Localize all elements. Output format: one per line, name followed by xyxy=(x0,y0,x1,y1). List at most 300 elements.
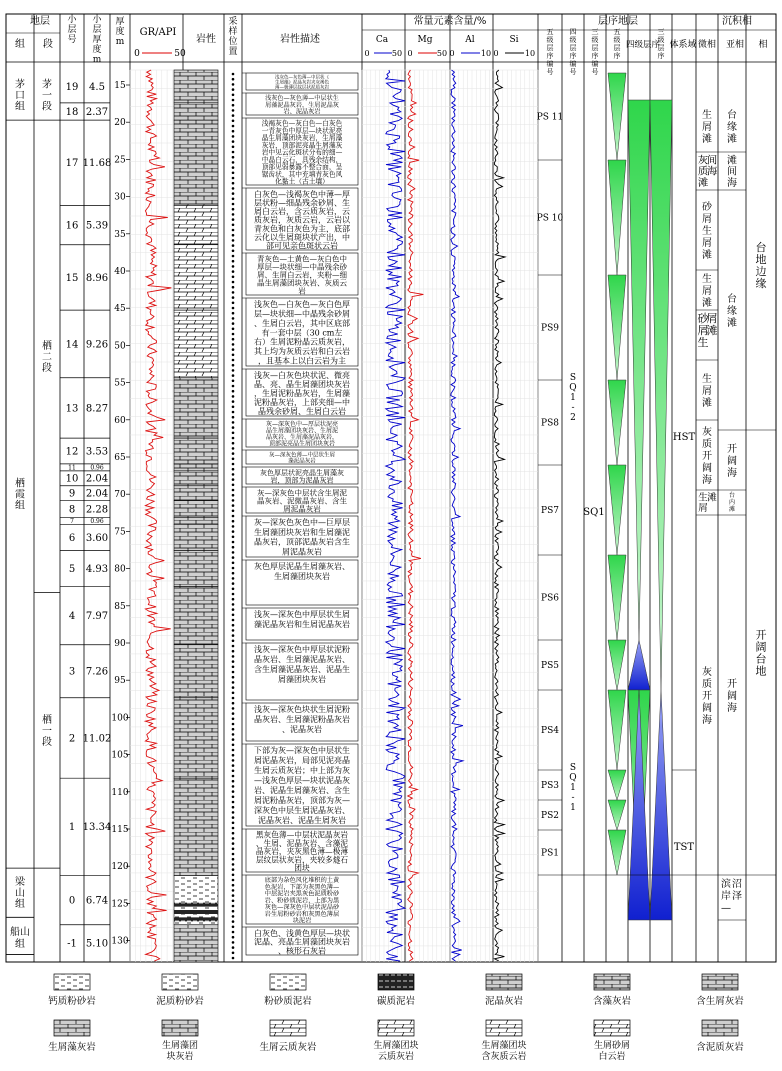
legend-label: 块灰岩 xyxy=(166,1052,194,1062)
svg-text:白灰色、浅黄色厚层—块状: 白灰色、浅黄色厚层—块状 xyxy=(254,929,350,938)
svg-text:层状粉—细晶残余砂屑、生: 层状粉—细晶残余砂屑、生 xyxy=(254,198,350,208)
hdr-seq: 层序地层 xyxy=(598,16,638,27)
scale-max: 50 xyxy=(436,49,448,58)
layer-number: 3 xyxy=(68,666,76,678)
svg-text:屑泥晶灰岩，局部见泥亮晶: 屑泥晶灰岩，局部见泥亮晶 xyxy=(254,756,350,765)
lithology-bed xyxy=(174,876,218,925)
layer-thickness: 5.39 xyxy=(85,220,109,232)
sample-dot xyxy=(232,182,235,185)
svg-text:海: 海 xyxy=(702,715,712,726)
sample-dot xyxy=(232,411,235,414)
sample-dot xyxy=(232,260,235,263)
sample-dot xyxy=(232,952,235,955)
svg-text:晶灰岩、泥微晶灰岩、含生: 晶灰岩、泥微晶灰岩、含生 xyxy=(257,496,347,506)
sample-dot xyxy=(232,218,235,221)
layer-number: 18 xyxy=(65,106,79,118)
lithology-bed xyxy=(174,645,218,698)
hdr-micro: 微相 xyxy=(697,40,717,50)
svg-text:生: 生 xyxy=(698,492,708,504)
svg-text:浅灰—深灰色中厚层状生屑: 浅灰—深灰色中厚层状生屑 xyxy=(254,610,350,619)
sample-dot xyxy=(232,759,235,762)
svg-text:沼: 沼 xyxy=(732,879,742,890)
sample-dot xyxy=(232,900,235,903)
fourth-seq-triangle xyxy=(628,100,650,640)
layer-thickness: 2.04 xyxy=(85,473,109,485)
svg-text:海: 海 xyxy=(727,178,737,189)
layer-thickness: 4.93 xyxy=(85,563,109,575)
svg-text:滩: 滩 xyxy=(706,324,718,337)
hdr-gr-max: 50 xyxy=(174,49,186,59)
sample-dot xyxy=(232,88,235,91)
svg-text:质灰岩，灰质云岩，云岩以: 质灰岩，灰质云岩，云岩以 xyxy=(254,215,350,225)
sample-dot xyxy=(232,525,235,528)
svg-text:级: 级 xyxy=(657,36,665,44)
legend-label: 泥晶灰岩 xyxy=(484,996,524,1007)
fifth-seq-triangle xyxy=(608,275,626,380)
svg-text:屑: 屑 xyxy=(702,386,712,397)
lithology-column xyxy=(174,70,234,962)
sample-dot xyxy=(232,567,235,570)
sample-dot xyxy=(232,73,235,76)
svg-text:化黏土（古土壤）: 化黏土（古土壤） xyxy=(275,177,329,186)
legend-swatch xyxy=(162,974,198,990)
svg-text:质: 质 xyxy=(702,439,712,450)
layer-number: 9 xyxy=(68,488,76,500)
sample-dot xyxy=(232,463,235,466)
sample-dot xyxy=(232,291,235,294)
svg-text:中层泥岩夹黑灰色泥质粉砂: 中层泥岩夹黑灰色泥质粉砂 xyxy=(264,890,340,898)
sample-dot xyxy=(232,114,235,117)
depth-label: 105 xyxy=(111,750,129,761)
sample-dot xyxy=(232,629,235,632)
scale-max: 10 xyxy=(524,49,536,58)
svg-text:级: 级 xyxy=(613,36,621,44)
svg-text:其上均为灰质云岩和白云岩: 其上均为灰质云岩和白云岩 xyxy=(254,347,350,357)
section-label xyxy=(42,713,52,748)
layer-number: 7 xyxy=(70,517,74,525)
depth-label: 110 xyxy=(111,787,129,798)
sample-dot xyxy=(232,229,235,232)
svg-text:层纹层状灰岩，夹较多燧石: 层纹层状灰岩，夹较多燧石 xyxy=(255,855,349,865)
layer-number: 8 xyxy=(68,504,76,516)
svg-text:台: 台 xyxy=(755,241,767,254)
layer-number: -1 xyxy=(67,938,77,950)
svg-text:海: 海 xyxy=(702,475,712,486)
sample-dot xyxy=(232,577,235,580)
sample-dot xyxy=(232,645,235,648)
sample-dot xyxy=(232,432,235,435)
description-text xyxy=(265,876,340,924)
header-vertical-labels xyxy=(67,13,664,76)
hdr-gr: GR/API xyxy=(139,27,177,38)
sample-dot xyxy=(232,78,235,81)
sample-dot xyxy=(232,395,235,398)
svg-text:台: 台 xyxy=(755,652,767,666)
svg-text:开: 开 xyxy=(727,444,737,455)
svg-text:序: 序 xyxy=(546,52,554,60)
fifth-seq-label: PS1 xyxy=(541,848,559,859)
layer-thickness: 9.26 xyxy=(85,339,109,351)
svg-text:开: 开 xyxy=(755,628,767,642)
legend-swatch xyxy=(270,1020,306,1036)
layer-number: 11 xyxy=(68,464,76,472)
sample-dot xyxy=(232,333,235,336)
description-text xyxy=(254,299,350,367)
svg-text:滩: 滩 xyxy=(702,250,712,261)
svg-text:屑藻团块灰岩: 屑藻团块灰岩 xyxy=(278,675,326,684)
layer-number: 15 xyxy=(65,272,79,284)
svg-text:灰: 灰 xyxy=(702,667,712,678)
third-seq-triangle xyxy=(650,690,672,920)
layer-number: 12 xyxy=(65,446,79,458)
svg-text:、核形石灰岩: 、核形石灰岩 xyxy=(278,946,326,956)
facies-label xyxy=(756,629,767,678)
sample-dot xyxy=(232,338,235,341)
sample-dot xyxy=(232,109,235,112)
svg-text:山: 山 xyxy=(15,888,25,900)
svg-text:1: 1 xyxy=(570,803,576,813)
sample-dot xyxy=(232,744,235,747)
legend-label: 生屑藻灰岩 xyxy=(48,1042,96,1053)
svg-text:开: 开 xyxy=(702,451,712,462)
sample-dot xyxy=(232,614,235,617)
svg-text:段: 段 xyxy=(42,101,52,113)
depth-label: 125 xyxy=(111,899,129,910)
layer-thickness: 5.10 xyxy=(85,938,109,950)
layer-thickness: 0.96 xyxy=(90,517,104,525)
sample-dot xyxy=(232,816,235,819)
sample-dot xyxy=(232,551,235,554)
layer-thickness: 11.02 xyxy=(82,733,112,745)
svg-text:层: 层 xyxy=(67,25,77,35)
sample-dot xyxy=(232,192,235,195)
hdr-stratum: 地层 xyxy=(30,16,50,27)
fifth-seq-label: PS 11 xyxy=(536,112,564,123)
sample-dot xyxy=(232,281,235,284)
sample-dot xyxy=(232,390,235,393)
sample-dot xyxy=(232,302,235,305)
legend-label: 泥质粉砂岩 xyxy=(156,996,204,1007)
legend-label: 含生屑灰岩 xyxy=(696,996,744,1007)
sample-dot xyxy=(232,400,235,403)
sample-dot xyxy=(232,910,235,913)
svg-text:组: 组 xyxy=(15,899,25,911)
fifth-seq-label: PS5 xyxy=(541,661,559,671)
svg-text:，且基本上以白云岩为主: ，且基本上以白云岩为主 xyxy=(258,356,346,366)
sub-facies-label xyxy=(729,491,735,513)
sample-dot xyxy=(232,556,235,559)
layer-thickness: 0.96 xyxy=(90,464,104,472)
layer-thickness: 3.60 xyxy=(85,532,109,544)
sub-facies-label xyxy=(727,153,737,189)
fifth-seq-label: PS8 xyxy=(541,418,559,429)
mg-curve xyxy=(408,70,424,961)
scale-min: 0 xyxy=(449,49,455,58)
sample-dot xyxy=(232,681,235,684)
sub-facies-label xyxy=(727,292,737,329)
sample-dot xyxy=(232,770,235,773)
sample-dot xyxy=(232,255,235,258)
svg-text:m: m xyxy=(115,37,125,47)
legend-swatch xyxy=(702,1020,738,1036)
fifth-seq-label: PS4 xyxy=(541,726,559,736)
hdr-layer-no xyxy=(67,13,77,45)
svg-text:生: 生 xyxy=(702,226,712,237)
sample-dot xyxy=(232,426,235,429)
sample-dot xyxy=(232,608,235,611)
svg-text:顶部见弱暴露不整合面，呈: 顶部见弱暴露不整合面，呈 xyxy=(261,163,343,172)
svg-text:滩: 滩 xyxy=(727,318,737,329)
sample-dot xyxy=(232,827,235,830)
lithology-bed xyxy=(174,103,218,120)
svg-text:生: 生 xyxy=(697,336,709,349)
hdr-sub: 亚相 xyxy=(725,40,745,50)
depth-label: 95 xyxy=(114,676,126,687)
svg-text:Q: Q xyxy=(569,773,577,783)
tract-label: TST xyxy=(673,842,695,853)
svg-text:二: 二 xyxy=(42,351,52,363)
svg-text:顶部泥亮晶生屑团块灰岩: 顶部泥亮晶生屑团块灰岩 xyxy=(268,440,336,448)
svg-text:晶残余砂屑、生屑白云岩: 晶残余砂屑、生屑白云岩 xyxy=(258,407,346,416)
sample-dot xyxy=(232,120,235,123)
svg-text:浅灰色—灰色薄—中层状《: 浅灰色—灰色薄—中层状《 xyxy=(275,75,329,81)
svg-text:样: 样 xyxy=(228,27,238,37)
svg-text:层: 层 xyxy=(569,44,577,52)
svg-text:生屑藻团块灰岩: 生屑藻团块灰岩 xyxy=(274,572,330,581)
sample-dot xyxy=(232,208,235,211)
sample-dot xyxy=(232,718,235,721)
svg-text:晶灰岩，夹灰黑色薄—极薄: 晶灰岩，夹灰黑色薄—极薄 xyxy=(255,847,349,857)
section-label xyxy=(42,339,52,374)
sample-dot xyxy=(232,104,235,107)
svg-text:灰: 灰 xyxy=(702,427,712,438)
svg-text:质: 质 xyxy=(702,679,712,690)
sample-dot xyxy=(232,239,235,242)
layer-thickness: 13.34 xyxy=(82,822,112,834)
svg-text:部可见亲色斑状云岩: 部可见亲色斑状云岩 xyxy=(266,241,338,251)
sample-dot xyxy=(232,764,235,767)
sample-dot xyxy=(232,359,235,362)
third-seq-triangle xyxy=(650,100,672,690)
description-text xyxy=(260,468,344,486)
svg-text:编: 编 xyxy=(591,60,599,68)
svg-text:层: 层 xyxy=(92,25,102,35)
legend-swatch xyxy=(486,974,522,990)
lithology-bed xyxy=(174,925,218,962)
sample-dot xyxy=(232,187,235,190)
fifth-seq-label: PS3 xyxy=(541,781,559,791)
svg-text:，生屑泥粉晶灰岩，生屑藻: ，生屑泥粉晶灰岩，生屑藻 xyxy=(254,389,350,398)
sample-dot xyxy=(232,265,235,268)
svg-text:屑: 屑 xyxy=(702,122,712,133)
svg-text:青灰色和白灰色为主，底部: 青灰色和白灰色为主，底部 xyxy=(254,224,350,234)
svg-text:生: 生 xyxy=(702,274,712,285)
layer-number: 6 xyxy=(68,532,76,544)
lithology-bed xyxy=(174,378,218,438)
sample-dot xyxy=(232,874,235,877)
sample-dot xyxy=(232,380,235,383)
svg-text:岩、泥晶灰岩: 岩、泥晶灰岩 xyxy=(283,108,321,116)
legend xyxy=(48,974,744,1062)
sample-dot xyxy=(232,99,235,102)
hdr-depth xyxy=(115,16,124,47)
sample-dot xyxy=(232,775,235,778)
svg-text:间: 间 xyxy=(706,154,718,167)
svg-text:厚层—块状细—中晶残余砂: 厚层—块状细—中晶残余砂 xyxy=(257,262,347,272)
sample-dot xyxy=(232,931,235,934)
svg-text:滩: 滩 xyxy=(707,492,717,504)
hdr-facies: 沉积相 xyxy=(722,16,752,27)
legend-swatch xyxy=(594,1020,630,1036)
depth-label: 40 xyxy=(114,267,126,277)
legend-swatch xyxy=(270,974,306,990)
sample-dot xyxy=(232,83,235,86)
hdr-fifth-no xyxy=(547,28,554,76)
hdr-system-tract: 体系域 xyxy=(669,40,697,50)
gr-curve xyxy=(145,70,171,961)
sample-dot xyxy=(232,660,235,663)
sample-dot xyxy=(232,530,235,533)
sample-dot xyxy=(232,354,235,357)
sub-facies-label xyxy=(727,443,737,479)
depth-label: 100 xyxy=(111,713,129,724)
svg-text:白灰色—浅褐灰色中薄—厚: 白灰色—浅褐灰色中薄—厚 xyxy=(254,190,350,199)
sample-dot xyxy=(232,276,235,279)
svg-text:晶灰岩、生屑藻泥粉晶灰岩: 晶灰岩、生屑藻泥粉晶灰岩 xyxy=(254,715,350,724)
svg-text:浅灰—白灰色块状泥、微亮: 浅灰—白灰色块状泥、微亮 xyxy=(254,371,350,380)
svg-text:滩: 滩 xyxy=(727,134,737,145)
layer-thickness: 2.28 xyxy=(85,504,109,516)
third-seq-label xyxy=(569,373,576,423)
sample-dot xyxy=(232,957,235,960)
hdr-sample xyxy=(228,15,237,57)
scale-min: 0 xyxy=(407,49,413,58)
svg-text:台: 台 xyxy=(727,110,737,121)
sample-dot xyxy=(232,562,235,565)
layer-thickness: 7.97 xyxy=(85,611,109,623)
legend-swatch xyxy=(378,974,414,990)
third-seq-label xyxy=(569,763,576,813)
svg-text:生屑藻团块灰岩和生屑藻泥: 生屑藻团块灰岩和生屑藻泥 xyxy=(254,527,350,537)
svg-text:号: 号 xyxy=(546,68,554,76)
lithology-bed xyxy=(174,471,218,486)
sample-dot xyxy=(232,442,235,445)
sample-dot xyxy=(232,822,235,825)
svg-text:级: 级 xyxy=(546,36,554,44)
description-text xyxy=(262,119,343,186)
svg-text:屑: 屑 xyxy=(698,503,708,514)
svg-text:海: 海 xyxy=(706,165,718,178)
sample-dot xyxy=(232,801,235,804)
layer-number: 4 xyxy=(68,611,76,623)
svg-text:灰—深灰色中—厚层状泥亮: 灰—深灰色中—厚层状泥亮 xyxy=(265,421,339,428)
sample-dot xyxy=(232,598,235,601)
svg-text:霞: 霞 xyxy=(15,489,25,501)
layer-number: 14 xyxy=(65,339,79,351)
svg-text:砂: 砂 xyxy=(697,312,709,325)
hdr-ca: Ca xyxy=(375,35,389,45)
svg-text:Q: Q xyxy=(569,383,577,393)
svg-text:晶灰岩、生屑藻泥晶灰岩、: 晶灰岩、生屑藻泥晶灰岩、 xyxy=(254,655,350,664)
sample-dot xyxy=(232,510,235,513)
svg-text:海: 海 xyxy=(727,703,737,714)
layer-thickness: 2.04 xyxy=(85,488,109,500)
sample-dot xyxy=(232,494,235,497)
svg-text:三: 三 xyxy=(591,28,599,36)
fifth-seq-triangle xyxy=(608,830,626,875)
svg-text:黑灰色薄—中层状泥晶灰岩: 黑灰色薄—中层状泥晶灰岩 xyxy=(255,830,349,840)
scale-max: 10 xyxy=(480,49,492,58)
svg-text:晶生屑藻团块灰岩、灰质云: 晶生屑藻团块灰岩、灰质云 xyxy=(257,278,347,288)
svg-text:右）生屑泥粉晶云质灰岩，: 右）生屑泥粉晶云质灰岩， xyxy=(254,337,350,347)
svg-text:中晶白云石，具残余结构，: 中晶白云石，具残余结构， xyxy=(261,155,343,164)
sample-dot xyxy=(232,806,235,809)
sample-dot xyxy=(232,328,235,331)
hdr-phase: 相 xyxy=(758,40,768,50)
sample-dot xyxy=(232,650,235,653)
svg-text:屑: 屑 xyxy=(702,214,712,225)
description-text xyxy=(254,189,351,250)
svg-text:岩生屑粉砂岩和灰黑色薄层: 岩生屑粉砂岩和灰黑色薄层 xyxy=(264,910,340,918)
lithology-bed xyxy=(174,120,218,205)
svg-text:滩: 滩 xyxy=(702,298,712,309)
svg-text:地: 地 xyxy=(755,253,767,266)
tract-label: HST xyxy=(672,432,696,443)
hdr-si: Si xyxy=(509,35,519,45)
layer-columns xyxy=(6,78,130,962)
sample-dot xyxy=(232,915,235,918)
hdr-description: 岩性描述 xyxy=(280,34,320,45)
sample-dot xyxy=(232,936,235,939)
svg-text:阔: 阔 xyxy=(727,691,737,702)
svg-text:S: S xyxy=(569,373,577,383)
svg-text:岩、粉砂质泥岩，上部为黑: 岩、粉砂质泥岩，上部为黑 xyxy=(264,897,340,905)
sample-dot xyxy=(232,811,235,814)
group-label: 船山 xyxy=(10,926,30,938)
sample-dot xyxy=(232,286,235,289)
sample-dot xyxy=(232,686,235,689)
svg-text:泥晶灰岩、泥晶生屑灰岩: 泥晶灰岩、泥晶生屑灰岩 xyxy=(258,816,346,825)
sample-dot xyxy=(232,790,235,793)
svg-text:滩: 滩 xyxy=(702,134,712,145)
sample-dot xyxy=(232,447,235,450)
si-curve xyxy=(494,70,505,961)
sample-dot xyxy=(232,858,235,861)
micro-facies-label xyxy=(702,108,712,145)
lithology-bed xyxy=(174,70,218,103)
layer-number: 10 xyxy=(65,473,79,485)
svg-text:晶灰岩，顶部泥晶灰岩含生: 晶灰岩，顶部泥晶灰岩含生 xyxy=(254,537,350,547)
svg-text:深灰色中层生屑泥晶灰岩、: 深灰色中层生屑泥晶灰岩、 xyxy=(254,806,350,815)
svg-text:屑泥晶灰岩: 屑泥晶灰岩 xyxy=(283,504,321,514)
sample-dot xyxy=(232,588,235,591)
sample-dot xyxy=(232,198,235,201)
svg-text:阔: 阔 xyxy=(702,463,712,474)
sample-dot xyxy=(232,593,235,596)
sample-dot xyxy=(232,515,235,518)
hdr-third xyxy=(658,28,665,60)
layer-number: 16 xyxy=(65,220,79,232)
depth-label: 45 xyxy=(114,304,126,315)
svg-text:灰岩，顶部泥亮晶生屑藻灰: 灰岩，顶部泥亮晶生屑藻灰 xyxy=(261,141,343,150)
description-text xyxy=(266,420,338,448)
sample-dot xyxy=(232,796,235,799)
lithology-bed xyxy=(174,205,218,244)
svg-text:生: 生 xyxy=(702,374,712,385)
svg-text:灰—深灰色中层状含生屑泥: 灰—深灰色中层状含生屑泥 xyxy=(257,488,347,498)
svg-text:阔: 阔 xyxy=(755,640,767,654)
fifth-seq-triangle xyxy=(608,640,626,690)
